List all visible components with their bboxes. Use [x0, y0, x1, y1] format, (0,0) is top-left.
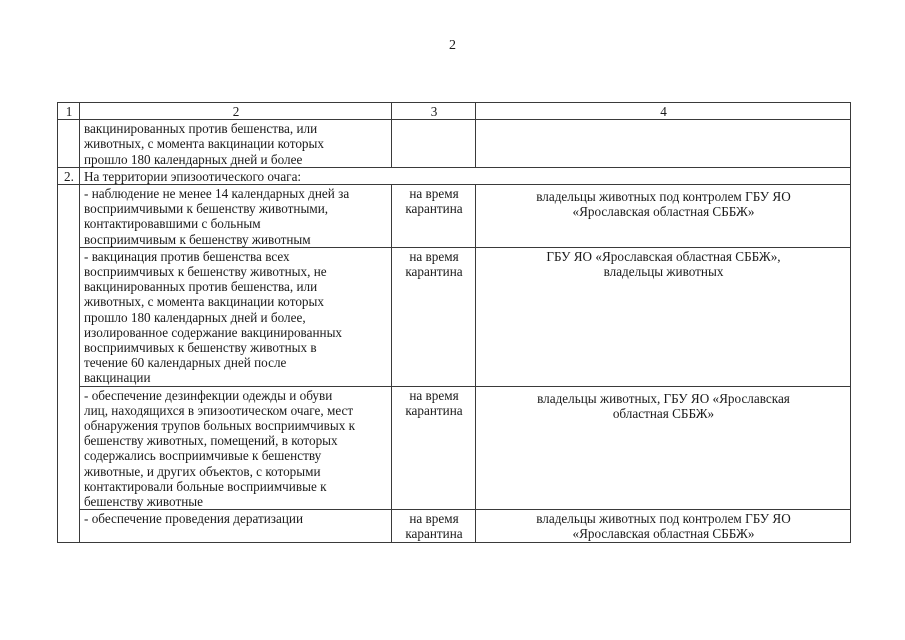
responsible-cell: владельцы животных, ГБУ ЯО «Ярославская областная СББЖ»	[476, 386, 851, 510]
term-cell: на время карантина	[392, 247, 476, 386]
section-title: На территории эпизоотического очага:	[80, 167, 851, 184]
header-col-4: 4	[476, 103, 851, 120]
table-header-row	[58, 103, 851, 120]
responsible-cell: владельцы животных под контролем ГБУ ЯО «Ярославская областная СББЖ»	[476, 510, 851, 542]
measure-cell: - наблюдение не менее 14 календарных дней за восприимчивыми к бешенству животными, контактировавшими с больным восприимчивым к бешенству животным	[80, 185, 392, 248]
measure-cell: - вакцинация против бешенства всех восприимчивых к бешенству животных, не вакцинированных против бешенства, или животных, с момента вакцинации которых прошло 180 календарных дней и более, изолированное содержание вакцинированных восприимчивых к бешенству животных в течение 60 календарных дней после вакцинации	[80, 247, 392, 386]
measure-cell: - обеспечение дезинфекции одежды и обуви лиц, находящихся в эпизоотическом очаге, мест обнаружения трупов больных восприимчивых к бешенству животных, помещений, в которых содержались восприимчивые к бешенству животные, и других объектов, с которыми контактировали больные восприимчивые к бешенству животные	[80, 386, 392, 510]
row-number-empty	[58, 185, 80, 543]
term-cell: на время карантина	[392, 185, 476, 248]
table-row	[58, 120, 851, 168]
header-col-3: 3	[392, 103, 476, 120]
term-cell: на время карантина	[392, 510, 476, 542]
responsible-cell: владельцы животных под контролем ГБУ ЯО «Ярославская областная СББЖ»	[476, 185, 851, 248]
section-row	[58, 167, 851, 184]
measure-cell: - обеспечение проведения дератизации	[80, 510, 392, 542]
header-col-2: 2	[80, 103, 392, 120]
table-row	[58, 510, 851, 542]
responsible-cell: ГБУ ЯО «Ярославская областная СББЖ», владельцы животных	[476, 247, 851, 386]
page-number: 2	[449, 38, 456, 53]
term-cell	[392, 120, 476, 168]
row-number	[58, 120, 80, 168]
responsible-cell	[476, 120, 851, 168]
table-row	[58, 386, 851, 510]
table-row	[58, 185, 851, 248]
measures-table	[57, 102, 851, 543]
table-row	[58, 247, 851, 386]
header-col-1: 1	[58, 103, 80, 120]
row-number: 2.	[58, 167, 80, 184]
measure-cell: вакцинированных против бешенства, или животных, с момента вакцинации которых прошло 180 календарных дней и более	[80, 120, 392, 168]
term-cell: на время карантина	[392, 386, 476, 510]
